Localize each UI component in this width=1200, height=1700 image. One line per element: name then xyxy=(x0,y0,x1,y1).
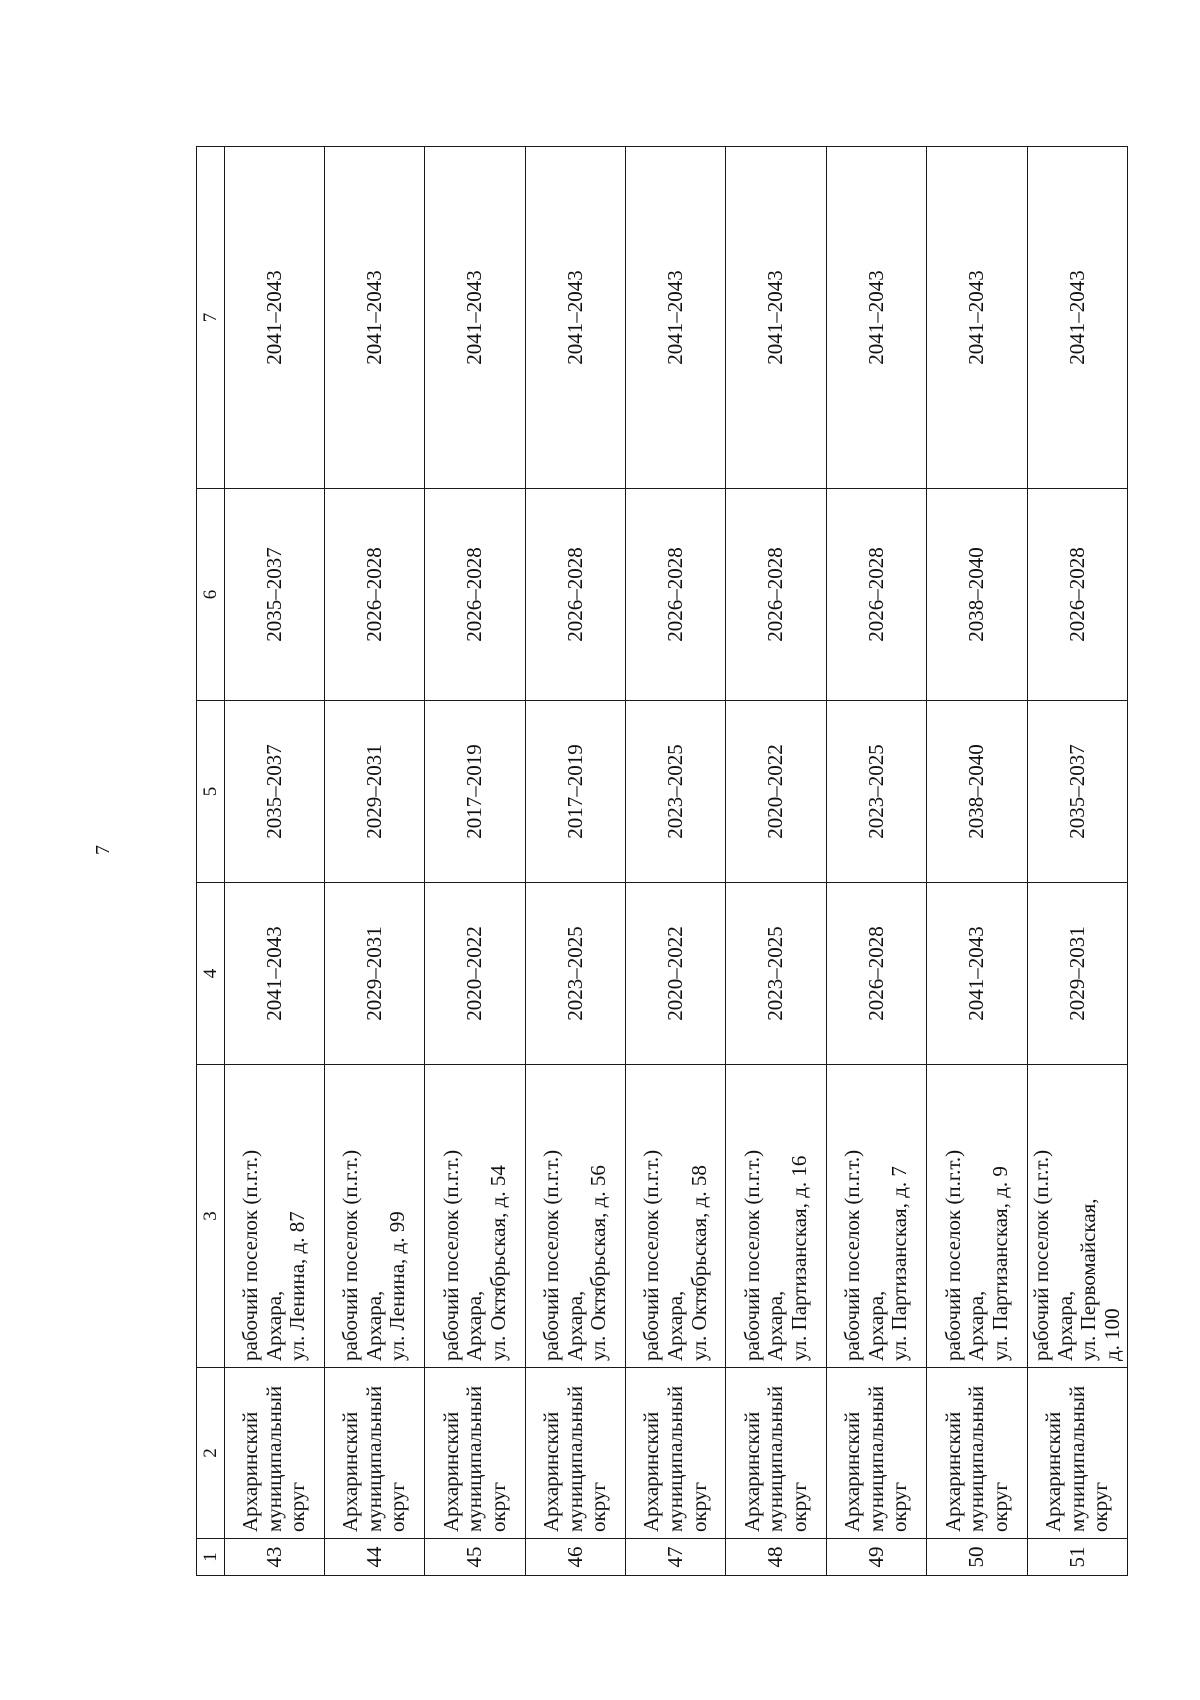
period-cell-col7: 2041–2043 xyxy=(425,147,525,489)
table-row xyxy=(325,147,425,1576)
period-cell-col5: 2038–2040 xyxy=(927,701,1027,883)
period-cell-col7: 2041–2043 xyxy=(1027,147,1127,489)
column-number-cell: 4 xyxy=(197,883,225,1065)
table-row xyxy=(726,147,826,1576)
address-line: ул. Партизанская, д. 16 xyxy=(786,1155,811,1361)
period-cell-col5: 2023–2025 xyxy=(626,701,726,883)
period-cell-col7: 2041–2043 xyxy=(224,147,324,489)
column-number-cell: 2 xyxy=(197,1368,225,1539)
period-cell-col5: 2020–2022 xyxy=(726,701,826,883)
period-cell-col7: 2041–2043 xyxy=(826,147,926,489)
address-line: ул. Октябрьская, д. 54 xyxy=(485,1165,510,1361)
column-number-row xyxy=(197,147,225,1576)
address-line: рабочий поселок (п.г.т.) xyxy=(639,1149,664,1361)
address-line: рабочий поселок (п.г.т.) xyxy=(238,1149,263,1361)
rotated-table-wrapper xyxy=(196,147,1128,1576)
district-cell: Архаринский муниципальный округ xyxy=(626,1368,726,1539)
column-number-cell: 1 xyxy=(197,1539,225,1576)
row-number-cell: 51 xyxy=(1027,1539,1127,1576)
period-cell-col4: 2029–2031 xyxy=(325,883,425,1065)
row-number-cell: 45 xyxy=(425,1539,525,1576)
table-row xyxy=(425,147,525,1576)
table-frame xyxy=(196,147,1128,1576)
address-cell xyxy=(224,1065,324,1368)
period-cell-col6: 2026–2028 xyxy=(525,489,625,701)
address-cell xyxy=(726,1065,826,1368)
period-cell-col7: 2041–2043 xyxy=(325,147,425,489)
period-cell-col4: 2041–2043 xyxy=(927,883,1027,1065)
row-number-cell: 44 xyxy=(325,1539,425,1576)
row-number-cell: 49 xyxy=(826,1539,926,1576)
period-cell-col5: 2017–2019 xyxy=(425,701,525,883)
address-line: Архара, xyxy=(562,1290,587,1361)
address-line: Архара, xyxy=(763,1290,788,1361)
address-line: Архара, xyxy=(361,1290,386,1361)
column-number-cell: 6 xyxy=(197,489,225,701)
row-number-cell: 46 xyxy=(525,1539,625,1576)
table-row xyxy=(626,147,726,1576)
housing-repair-schedule-table xyxy=(196,146,1128,1576)
district-cell: Архаринский муниципальный округ xyxy=(1027,1368,1127,1539)
district-cell: Архаринский муниципальный округ xyxy=(927,1368,1027,1539)
period-cell-col7: 2041–2043 xyxy=(726,147,826,489)
address-line: рабочий поселок (п.г.т.) xyxy=(438,1149,463,1361)
address-line: Архара, xyxy=(863,1290,888,1361)
table-body xyxy=(197,147,1128,1576)
column-number-cell: 7 xyxy=(197,147,225,489)
period-cell-col5: 2017–2019 xyxy=(525,701,625,883)
address-line: ул. Октябрьская, д. 56 xyxy=(586,1165,611,1361)
address-line: ул. Ленина, д. 87 xyxy=(285,1211,310,1361)
period-cell-col6: 2035–2037 xyxy=(224,489,324,701)
address-line: Архара, xyxy=(964,1290,989,1361)
period-cell-col6: 2026–2028 xyxy=(826,489,926,701)
address-line: ул. Первомайская, xyxy=(1076,1198,1101,1361)
period-cell-col6: 2026–2028 xyxy=(626,489,726,701)
period-cell-col4: 2020–2022 xyxy=(425,883,525,1065)
period-cell-col7: 2041–2043 xyxy=(525,147,625,489)
address-cell xyxy=(927,1065,1027,1368)
row-number-cell: 48 xyxy=(726,1539,826,1576)
period-cell-col6: 2026–2028 xyxy=(1027,489,1127,701)
address-line: рабочий поселок (п.г.т.) xyxy=(1029,1149,1054,1361)
row-number-cell: 43 xyxy=(224,1539,324,1576)
period-cell-col4: 2041–2043 xyxy=(224,883,324,1065)
address-line: Архара, xyxy=(1052,1290,1077,1361)
address-cell xyxy=(626,1065,726,1368)
address-cell xyxy=(826,1065,926,1368)
address-line: Архара, xyxy=(261,1290,286,1361)
address-line: рабочий поселок (п.г.т.) xyxy=(739,1149,764,1361)
address-line: рабочий поселок (п.г.т.) xyxy=(539,1149,564,1361)
address-line: рабочий поселок (п.г.т.) xyxy=(338,1149,363,1361)
address-line: ул. Октябрьская, д. 58 xyxy=(686,1165,711,1361)
address-line: ул. Ленина, д. 99 xyxy=(385,1211,410,1361)
period-cell-col4: 2023–2025 xyxy=(525,883,625,1065)
district-cell: Архаринский муниципальный округ xyxy=(325,1368,425,1539)
period-cell-col5: 2035–2037 xyxy=(224,701,324,883)
district-cell: Архаринский муниципальный округ xyxy=(224,1368,324,1539)
address-cell xyxy=(325,1065,425,1368)
period-cell-col5: 2023–2025 xyxy=(826,701,926,883)
district-cell: Архаринский муниципальный округ xyxy=(425,1368,525,1539)
address-cell xyxy=(525,1065,625,1368)
period-cell-col4: 2026–2028 xyxy=(826,883,926,1065)
table-row xyxy=(1027,147,1127,1576)
period-cell-col7: 2041–2043 xyxy=(927,147,1027,489)
district-cell: Архаринский муниципальный округ xyxy=(525,1368,625,1539)
column-number-cell: 3 xyxy=(197,1065,225,1368)
address-line: Архара, xyxy=(663,1290,687,1361)
address-line: Архара, xyxy=(462,1290,487,1361)
address-line: ул. Партизанская, д. 7 xyxy=(887,1166,912,1361)
column-number-cell: 5 xyxy=(197,701,225,883)
period-cell-col7: 2041–2043 xyxy=(626,147,726,489)
page-number: 7 xyxy=(92,845,114,855)
period-cell-col5: 2035–2037 xyxy=(1027,701,1127,883)
address-line: рабочий поселок (п.г.т.) xyxy=(940,1149,965,1361)
period-cell-col6: 2038–2040 xyxy=(927,489,1027,701)
table-row xyxy=(525,147,625,1576)
period-cell-col6: 2026–2028 xyxy=(726,489,826,701)
address-cell xyxy=(1027,1065,1127,1368)
district-cell: Архаринский муниципальный округ xyxy=(826,1368,926,1539)
period-cell-col4: 2020–2022 xyxy=(626,883,726,1065)
period-cell-col6: 2026–2028 xyxy=(325,489,425,701)
table-row xyxy=(224,147,324,1576)
table-row xyxy=(826,147,926,1576)
address-cell xyxy=(425,1065,525,1368)
row-number-cell: 47 xyxy=(626,1539,726,1576)
table-row xyxy=(927,147,1027,1576)
district-cell: Архаринский муниципальный округ xyxy=(726,1368,826,1539)
period-cell-col6: 2026–2028 xyxy=(425,489,525,701)
address-line: ул. Партизанская, д. 9 xyxy=(987,1166,1012,1361)
address-line: рабочий поселок (п.г.т.) xyxy=(840,1149,865,1361)
row-number-cell: 50 xyxy=(927,1539,1027,1576)
period-cell-col4: 2029–2031 xyxy=(1027,883,1127,1065)
address-line: д. 100 xyxy=(1099,1308,1124,1361)
period-cell-col5: 2029–2031 xyxy=(325,701,425,883)
period-cell-col4: 2023–2025 xyxy=(726,883,826,1065)
